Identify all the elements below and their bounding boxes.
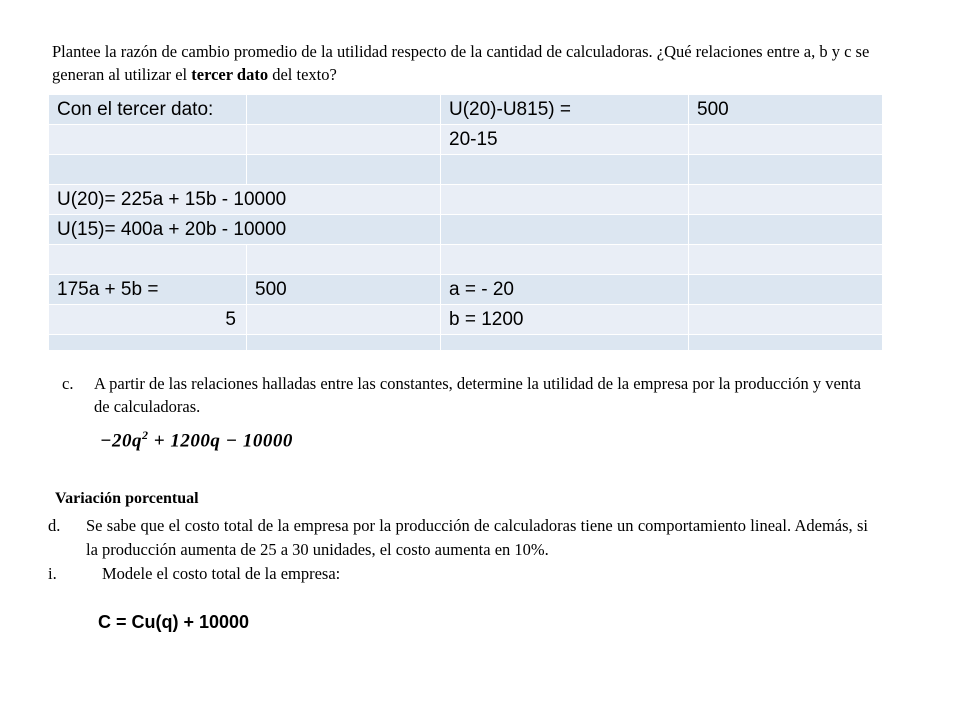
intro-text-2: del texto? — [268, 65, 337, 84]
table-row — [49, 275, 883, 305]
table-cell — [689, 215, 883, 245]
table-row — [49, 215, 883, 245]
item-d-text: Se sabe que el costo total de la empresa por la producción de calculadoras tiene un comportamiento lineal. Además, si la producción aumenta de 25 a 30 unidades, el costo aumenta en 10%. — [86, 516, 868, 559]
table-cell — [247, 95, 441, 125]
item-i-marker: i. — [48, 564, 57, 583]
item-c-text: A partir de las relaciones halladas entre las constantes, determine la utilidad de la empresa por la producción y venta de calculadoras. — [94, 374, 861, 416]
table-cell — [247, 125, 441, 155]
table-cell — [441, 245, 689, 275]
table-cell — [689, 335, 883, 351]
table-cell — [49, 245, 247, 275]
table-cell — [247, 305, 441, 335]
cost-formula: C = Cu(q) + 10000 — [98, 612, 250, 632]
intro-question — [52, 40, 922, 86]
table-cell — [689, 245, 883, 275]
formula-var-q: q — [210, 430, 221, 452]
table-row — [49, 245, 883, 275]
table-cell: U(20)= 225a + 15b - 10000 — [49, 185, 441, 215]
table-cell: b = 1200 — [441, 305, 689, 335]
item-i — [48, 562, 340, 586]
table-cell: 500 — [247, 275, 441, 305]
table-cell — [441, 335, 689, 351]
table-cell — [441, 155, 689, 185]
formula-suffix: − 10000 — [220, 430, 293, 452]
table-cell — [247, 245, 441, 275]
table-row — [49, 305, 883, 335]
table-cell: a = - 20 — [441, 275, 689, 305]
table-cell: 175a + 5b = — [49, 275, 247, 305]
table-cell: Con el tercer dato: — [49, 95, 247, 125]
formula-var-q: q — [132, 430, 143, 452]
table-cell: U(15)= 400a + 20b - 10000 — [49, 215, 441, 245]
table-cell: U(20)-U815) = — [441, 95, 689, 125]
table-row — [49, 155, 883, 185]
table-row — [49, 185, 883, 215]
table-cell: 5 — [49, 305, 247, 335]
item-d — [48, 514, 868, 562]
item-c — [62, 372, 862, 418]
table-cell — [49, 335, 247, 351]
table-cell: 500 — [689, 95, 883, 125]
table-cell — [689, 185, 883, 215]
item-d-marker: d. — [48, 516, 61, 535]
utility-formula — [100, 428, 293, 452]
item-i-text: Modele el costo total de la empresa: — [102, 564, 341, 583]
table-cell — [689, 305, 883, 335]
item-c-marker: c. — [62, 374, 74, 393]
table-row — [49, 125, 883, 155]
section-heading: Variación porcentual — [55, 490, 199, 507]
table-row — [49, 335, 883, 351]
table-cell — [441, 185, 689, 215]
table-cell — [689, 275, 883, 305]
table-cell — [247, 155, 441, 185]
formula-middle: + 1200 — [148, 430, 211, 452]
intro-bold-text: tercer dato — [191, 65, 269, 84]
table-cell: 20-15 — [441, 125, 689, 155]
table-cell — [247, 335, 441, 351]
table-cell — [689, 155, 883, 185]
work-table — [48, 94, 883, 351]
formula-prefix: −20 — [100, 430, 133, 452]
intro-text-1: Plantee la razón de cambio promedio de la utilidad respecto de la cantidad de calculadoras. ¿Qué relaciones entre a, b y c se generan al utilizar el — [52, 42, 870, 84]
formula-exponent: 2 — [142, 428, 149, 442]
table-row — [49, 95, 883, 125]
table-cell — [49, 125, 247, 155]
table-cell — [49, 155, 247, 185]
table-cell — [689, 125, 883, 155]
table-cell — [441, 215, 689, 245]
